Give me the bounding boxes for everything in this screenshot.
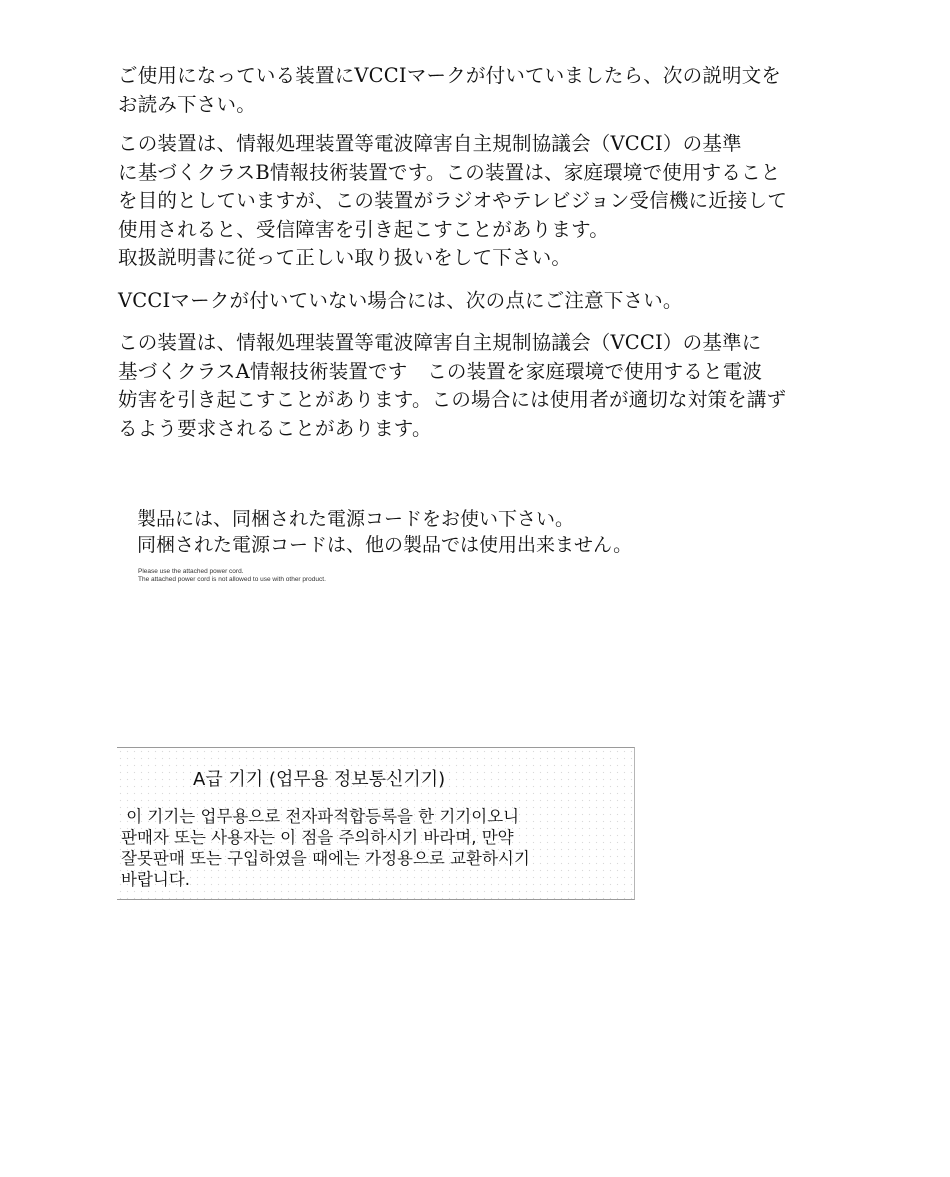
vcci-intro-paragraph — [118, 62, 782, 119]
text-line: お読み下さい。 — [118, 92, 256, 116]
korean-notice-body — [121, 806, 530, 890]
vcci-class-a-intro — [118, 287, 778, 316]
text-line: この装置は、情報処理装置等電波障害自主規制協議会（VCCI）の基準に — [118, 331, 762, 354]
power-cord-notice-jp — [137, 506, 632, 558]
korean-notice-title: A급 기기 (업무용 정보통신기기) — [193, 769, 446, 790]
text-line: 同梱された電源コードは、他の製品では使用出来ません。 — [137, 534, 633, 556]
text-line: この装置は、情報処理装置等電波障害自主規制協議会（VCCI）の基準 — [118, 132, 742, 155]
text-line: ご使用になっている装置にVCCIマークが付いていましたら、次の説明文を — [118, 64, 782, 87]
vcci-class-b-paragraph — [118, 130, 788, 273]
vcci-class-a-paragraph — [118, 329, 787, 443]
text-line: 바랍니다. — [121, 870, 191, 889]
text-line: 판매자 또는 사용자는 이 점을 주의하시기 바라며, 만약 — [121, 828, 514, 847]
text-line: 製品には、同梱された電源コードをお使い下さい。 — [137, 508, 575, 530]
text-line: に基づくクラスB情報技術装置です。この装置は、家庭環境で使用すること — [118, 160, 781, 184]
text-line: 妨害を引き起こすことがあります。この場合には使用者が適切な対策を講ず — [118, 388, 787, 411]
text-line: を目的としていますが、この装置がラジオやテレビジョン受信機に近接して — [118, 189, 788, 212]
korean-class-a-notice-box — [117, 747, 635, 900]
text-line: 이 기기는 업무용으로 전자파적합등록을 한 기기이오니 — [121, 807, 520, 826]
text-line: 取扱説明書に従って正しい取り扱いをして下さい。 — [118, 246, 572, 269]
text-line: VCCIマークが付いていない場合には、次の点にご注意下さい。 — [118, 289, 683, 312]
text-line: 基づくクラスA情報技術装置です この装置を家庭環境で使用すると電波 — [118, 359, 763, 383]
text-line: Please use the attached power cord. — [138, 568, 244, 575]
text-line: The attached power cord is not allowed to use with other product. — [138, 576, 326, 583]
text-line: 使用されると、受信障害を引き起こすことがあります。 — [118, 217, 609, 241]
power-cord-notice-en — [138, 568, 326, 584]
text-line: 잘못판매 또는 구입하였을 때에는 가정용으로 교환하시기 — [121, 849, 530, 868]
text-line: るよう要求されることがあります。 — [118, 416, 432, 440]
